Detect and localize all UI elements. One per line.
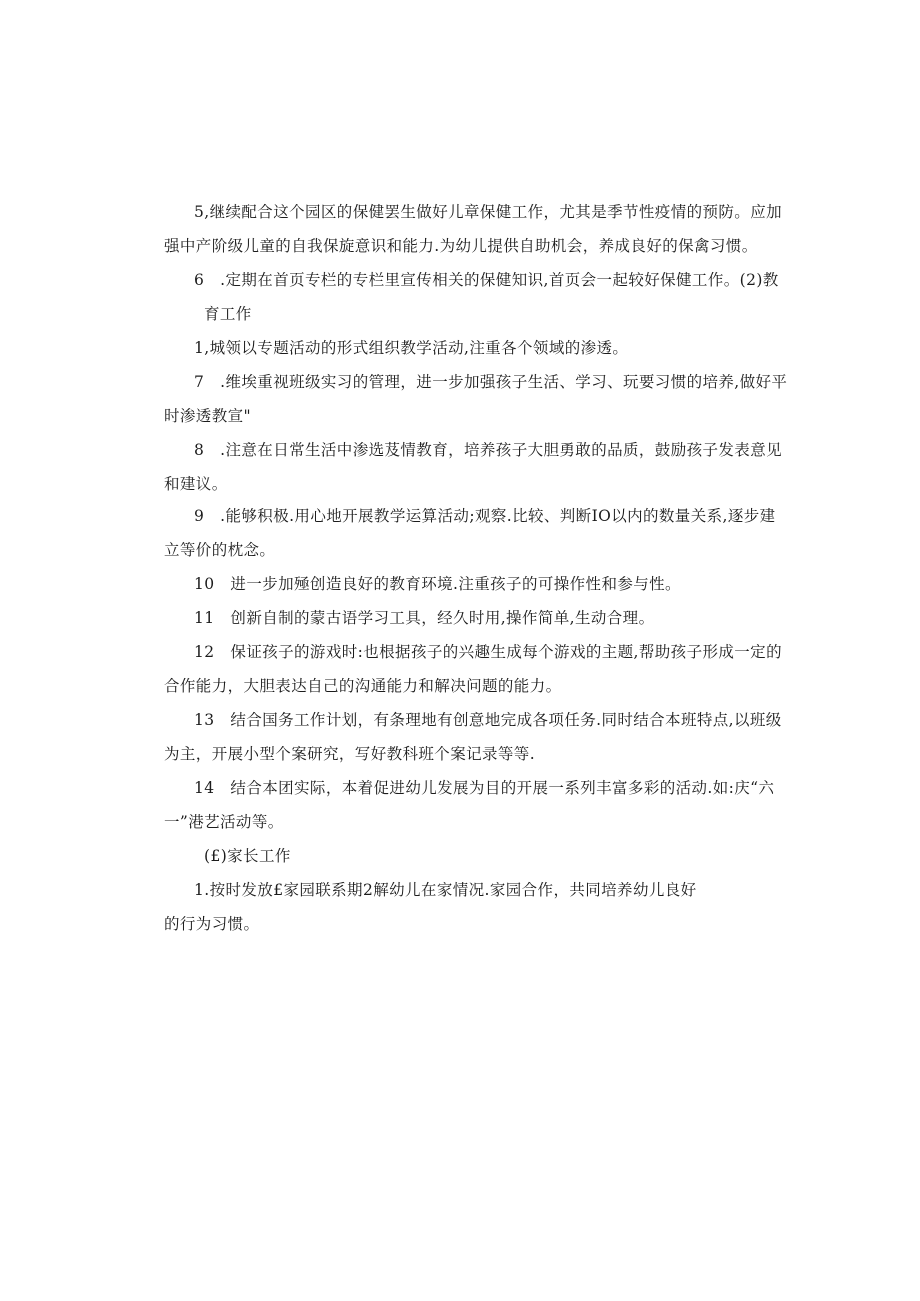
paragraph-9-line-2: 立等价的枕念。	[164, 541, 276, 559]
paragraph-parents-1-line-1: 1.按时发放£家园联系期2解幼儿在家情况.家园合作，共同培养幼儿良好	[194, 881, 697, 899]
paragraph-5-line-2: 强中产阶级儿童的自我保旋意识和能力.为幼儿提供自助机会，养成良好的保禽习惯。	[164, 237, 758, 255]
paragraph-14-line-1: 14 结合本团实际，本着促进幼儿发展为目的开展一系列丰富多彩的活动.如:庆“六	[194, 779, 775, 797]
paragraph-parents-1-line-2: 的行为习惯。	[164, 915, 260, 933]
paragraph-13-line-1: 13 结合国务工作计划，有条理地有创意地完成各项任务.同时结合本班特点,以班级	[194, 711, 782, 729]
paragraph-7-line-2: 时渗透教宣"	[164, 407, 252, 425]
paragraph-8-line-1: 8 .注意在日常生活中渗选芨情教育，培养孩子大胆勇敢的品质，鼓励孩子发表意见	[194, 441, 782, 459]
section-heading-education: 育工作	[204, 305, 252, 323]
section-heading-parents: (£)家长工作	[204, 847, 291, 865]
paragraph-8-line-2: 和建议。	[164, 475, 228, 493]
paragraph-10: 10 进一步加殛创造良好的教育环境.注重孩子的可操作性和参与性。	[194, 575, 681, 593]
paragraph-12-line-2: 合作能力，大胆表达自己的沟通能力和解决问题的能力。	[164, 677, 562, 695]
paragraph-1-education: 1,城领以专题活动的形式组织教学活动,注重各个领域的渗透。	[194, 339, 629, 357]
paragraph-5-line-1: 5,继续配合这个园区的保健罢生做好儿章保健工作，尤其是季节性疫情的预防。应加	[194, 203, 782, 221]
paragraph-12-line-1: 12 保证孩子的游戏时:也根据孩子的兴趣生成每个游戏的主题,帮助孩子形成一定的	[194, 643, 782, 661]
paragraph-14-line-2: 一”港艺活动等。	[164, 813, 284, 831]
paragraph-9-line-1: 9 .能够积极.用心地开展教学运算活动;观察.比较、判断IO以内的数量关系,逐步建	[194, 507, 776, 525]
paragraph-13-line-2: 为主，开展小型个案研究，写好教科班个案记录等等.	[164, 745, 536, 763]
paragraph-6-line-1: 6 .定期在首页专栏的专栏里宣传相关的保健知识,首页会一起较好保健工作。(2)教	[194, 271, 779, 289]
paragraph-7-line-1: 7 .维埃重视班级实习的管理，进一步加强孩子生活、学习、玩要习惯的培养,做好平	[194, 373, 788, 391]
paragraph-11: 11 创新自制的蒙古语学习工具，经久时用,操作简单,生动合理。	[194, 609, 655, 627]
